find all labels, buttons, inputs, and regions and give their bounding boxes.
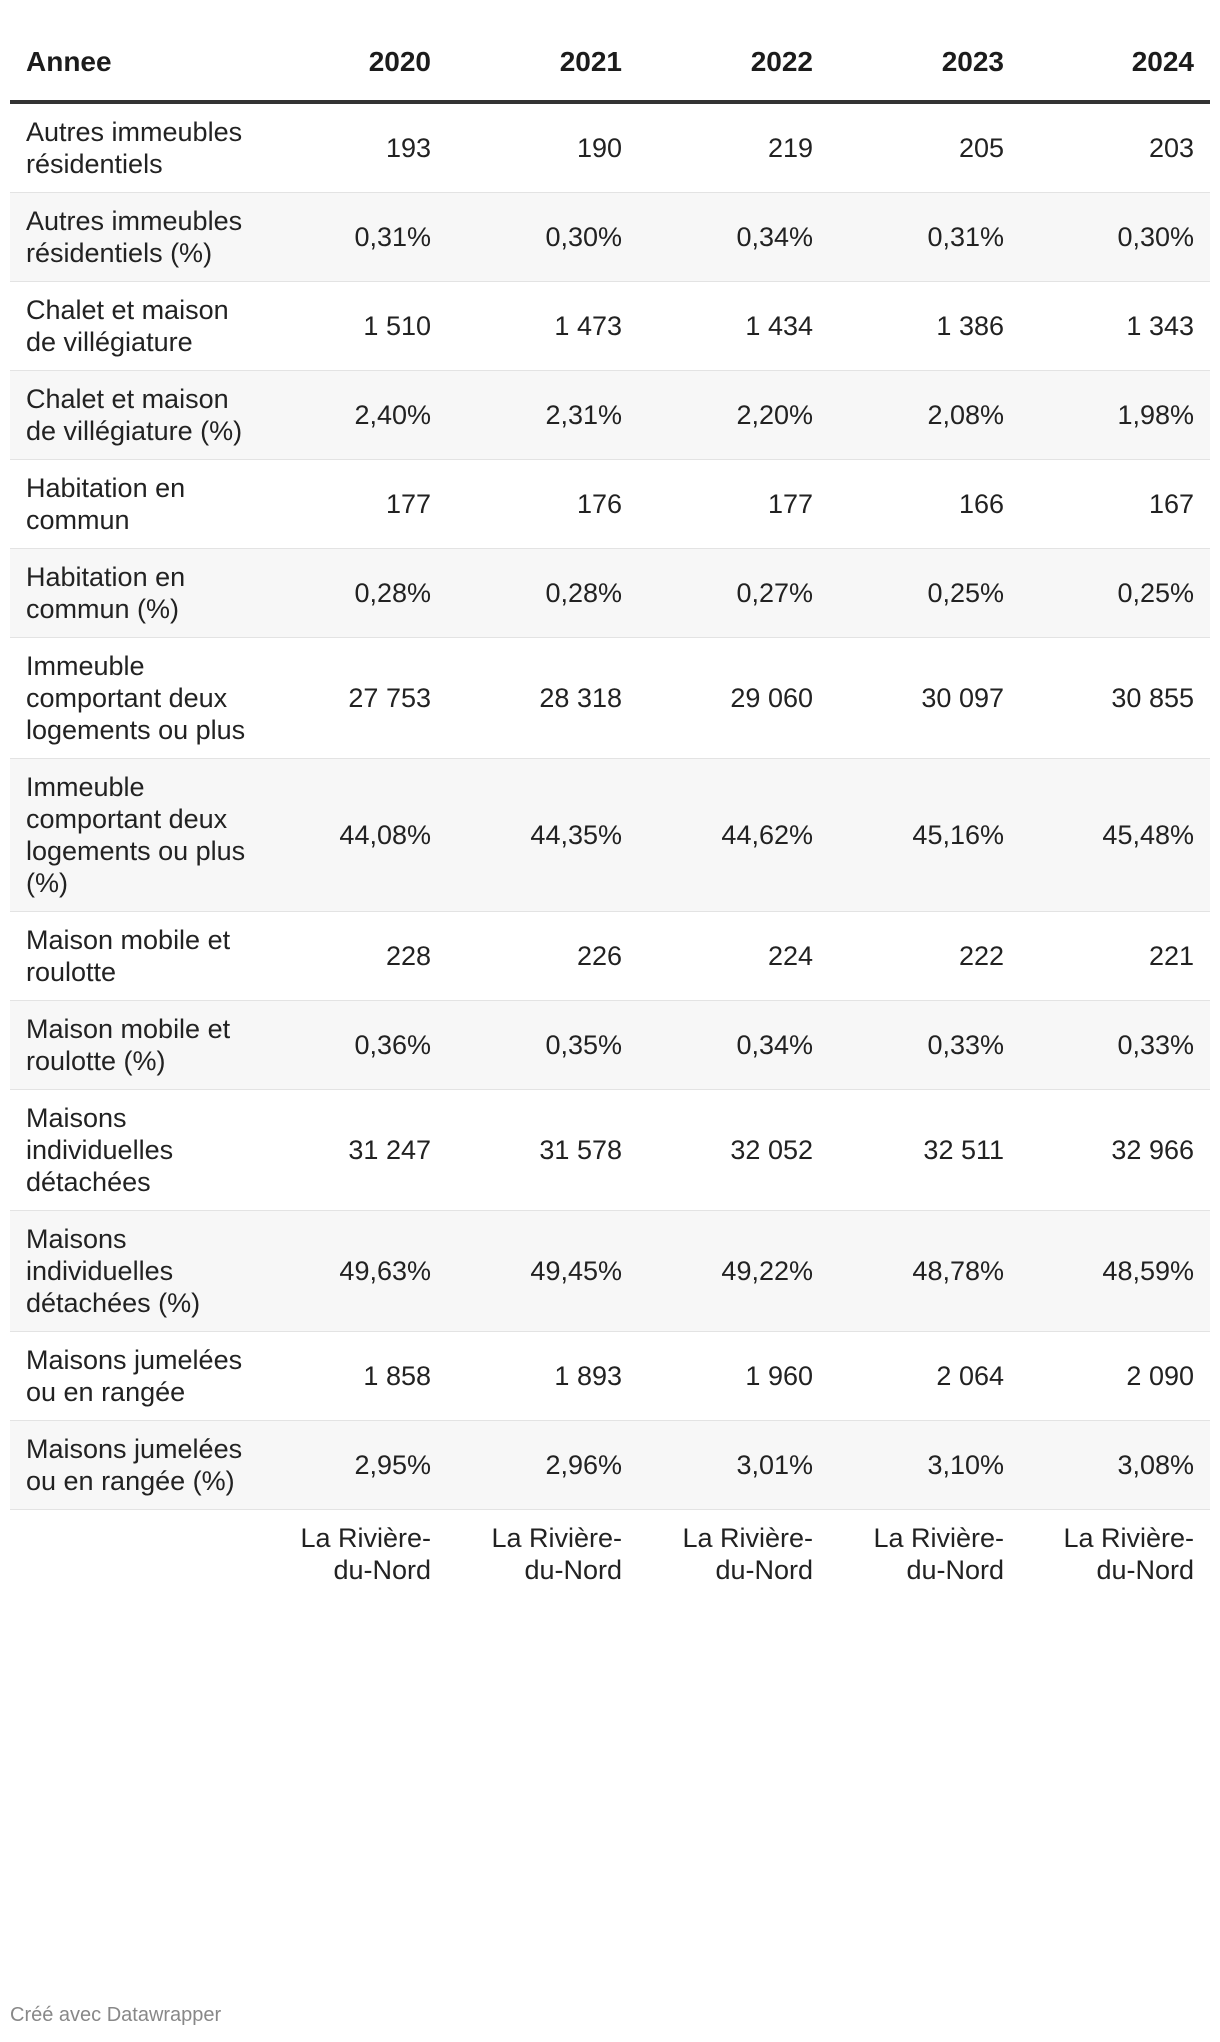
- data-table: [10, 24, 1210, 1598]
- table-cell: 2,96%: [447, 1421, 638, 1510]
- table-header: [10, 24, 1210, 102]
- footer-cell: La Rivière-du-Nord: [873, 1523, 1004, 1585]
- table-cell: 45,48%: [1020, 759, 1210, 912]
- table-cell: 30 097: [829, 638, 1020, 759]
- table-cell: 2 090: [1020, 1332, 1210, 1421]
- table-cell: 0,28%: [447, 549, 638, 638]
- table-cell: 228: [256, 912, 447, 1001]
- table-cell: 29 060: [638, 638, 829, 759]
- table-row: [10, 282, 1210, 371]
- table-cell: 32 966: [1020, 1090, 1210, 1211]
- table-cell: 0,25%: [1020, 549, 1210, 638]
- table-row: [10, 1211, 1210, 1332]
- table-cell: 166: [829, 460, 1020, 549]
- table-cell: 2 064: [829, 1332, 1020, 1421]
- row-label: Chalet et maison de villégiature: [10, 282, 256, 371]
- column-header-2023[interactable]: 2023: [829, 24, 1020, 102]
- table-cell: 203: [1020, 102, 1210, 193]
- row-label: Chalet et maison de villégiature (%): [10, 371, 256, 460]
- row-label: Habitation en commun (%): [10, 549, 256, 638]
- table-cell: 1 473: [447, 282, 638, 371]
- table-cell: 0,31%: [256, 193, 447, 282]
- table-cell: 222: [829, 912, 1020, 1001]
- table-cell: 0,25%: [829, 549, 1020, 638]
- table-cell: 190: [447, 102, 638, 193]
- table-row: [10, 193, 1210, 282]
- header-row: [10, 24, 1210, 102]
- row-label: Autres immeubles résidentiels: [10, 102, 256, 193]
- table-cell: 2,31%: [447, 371, 638, 460]
- table-cell: 226: [447, 912, 638, 1001]
- row-label: Immeuble comportant deux logements ou plus (%): [10, 759, 256, 912]
- table-cell: 2,08%: [829, 371, 1020, 460]
- table-cell: 31 247: [256, 1090, 447, 1211]
- column-header-2020[interactable]: 2020: [256, 24, 447, 102]
- table-row: [10, 638, 1210, 759]
- table-cell: 49,45%: [447, 1211, 638, 1332]
- table-cell: 31 578: [447, 1090, 638, 1211]
- row-label: Maison mobile et roulotte (%): [10, 1001, 256, 1090]
- table-cell: 0,27%: [638, 549, 829, 638]
- column-header-2021[interactable]: 2021: [447, 24, 638, 102]
- table-cell: 44,62%: [638, 759, 829, 912]
- table-cell: 44,35%: [447, 759, 638, 912]
- table-cell: 0,34%: [638, 1001, 829, 1090]
- column-header-2024[interactable]: 2024: [1020, 24, 1210, 102]
- table-cell: 0,33%: [1020, 1001, 1210, 1090]
- row-label: Habitation en commun: [10, 460, 256, 549]
- table-cell: 2,20%: [638, 371, 829, 460]
- row-label: Maison mobile et roulotte: [10, 912, 256, 1001]
- table-cell: 3,08%: [1020, 1421, 1210, 1510]
- table-row: [10, 371, 1210, 460]
- table-cell: 1 386: [829, 282, 1020, 371]
- table-cell: 193: [256, 102, 447, 193]
- row-label: Maisons individuelles détachées (%): [10, 1211, 256, 1332]
- table-cell: 1 960: [638, 1332, 829, 1421]
- table-cell: 0,28%: [256, 549, 447, 638]
- table-cell: 49,63%: [256, 1211, 447, 1332]
- table-row: [10, 549, 1210, 638]
- table-cell: 0,30%: [1020, 193, 1210, 282]
- footer-row: [10, 1510, 1210, 1599]
- table-cell: 2,95%: [256, 1421, 447, 1510]
- table-row: [10, 1001, 1210, 1090]
- table-cell: 3,10%: [829, 1421, 1020, 1510]
- table-cell: 49,22%: [638, 1211, 829, 1332]
- table-row: [10, 912, 1210, 1001]
- table-row: [10, 1421, 1210, 1510]
- table-cell: 44,08%: [256, 759, 447, 912]
- table-cell: 177: [256, 460, 447, 549]
- table-cell: 32 052: [638, 1090, 829, 1211]
- table-cell: 3,01%: [638, 1421, 829, 1510]
- table-container: [10, 24, 1210, 1598]
- table-cell: 0,30%: [447, 193, 638, 282]
- table-cell: 30 855: [1020, 638, 1210, 759]
- table-cell: 0,36%: [256, 1001, 447, 1090]
- table-cell: 219: [638, 102, 829, 193]
- table-cell: 2,40%: [256, 371, 447, 460]
- table-cell: 0,33%: [829, 1001, 1020, 1090]
- table-cell: 221: [1020, 912, 1210, 1001]
- table-cell: 1 858: [256, 1332, 447, 1421]
- table-cell: 1,98%: [1020, 371, 1210, 460]
- footer-cell: La Rivière-du-Nord: [300, 1523, 431, 1585]
- table-cell: 48,59%: [1020, 1211, 1210, 1332]
- table-cell: 176: [447, 460, 638, 549]
- table-body: [10, 102, 1210, 1510]
- table-cell: 28 318: [447, 638, 638, 759]
- table-cell: 167: [1020, 460, 1210, 549]
- table-cell: 27 753: [256, 638, 447, 759]
- footer-cell: La Rivière-du-Nord: [491, 1523, 622, 1585]
- row-label: Autres immeubles résidentiels (%): [10, 193, 256, 282]
- table-cell: 1 893: [447, 1332, 638, 1421]
- table-row: [10, 759, 1210, 912]
- credit-text: Créé avec Datawrapper: [10, 2004, 222, 2026]
- table-cell: 177: [638, 460, 829, 549]
- table-row: [10, 102, 1210, 193]
- column-header-annee[interactable]: Annee: [10, 24, 256, 102]
- row-label: Maisons jumelées ou en rangée: [10, 1332, 256, 1421]
- table-row: [10, 1090, 1210, 1211]
- row-label: Maisons jumelées ou en rangée (%): [10, 1421, 256, 1510]
- table-row: [10, 1332, 1210, 1421]
- table-cell: 48,78%: [829, 1211, 1020, 1332]
- table-cell: 32 511: [829, 1090, 1020, 1211]
- table-cell: 1 510: [256, 282, 447, 371]
- table-cell: 224: [638, 912, 829, 1001]
- row-label: Immeuble comportant deux logements ou plus: [10, 638, 256, 759]
- column-header-2022[interactable]: 2022: [638, 24, 829, 102]
- row-label: Maisons individuelles détachées: [10, 1090, 256, 1211]
- table-cell: 1 343: [1020, 282, 1210, 371]
- footer-cell: [10, 1510, 256, 1599]
- table-cell: 0,34%: [638, 193, 829, 282]
- table-cell: 45,16%: [829, 759, 1020, 912]
- table-cell: 205: [829, 102, 1020, 193]
- footer-cell: La Rivière-du-Nord: [1063, 1523, 1194, 1585]
- footer-cell: La Rivière-du-Nord: [682, 1523, 813, 1585]
- table-row: [10, 460, 1210, 549]
- table-cell: 0,31%: [829, 193, 1020, 282]
- table-footer: [10, 1510, 1210, 1599]
- table-cell: 0,35%: [447, 1001, 638, 1090]
- table-cell: 1 434: [638, 282, 829, 371]
